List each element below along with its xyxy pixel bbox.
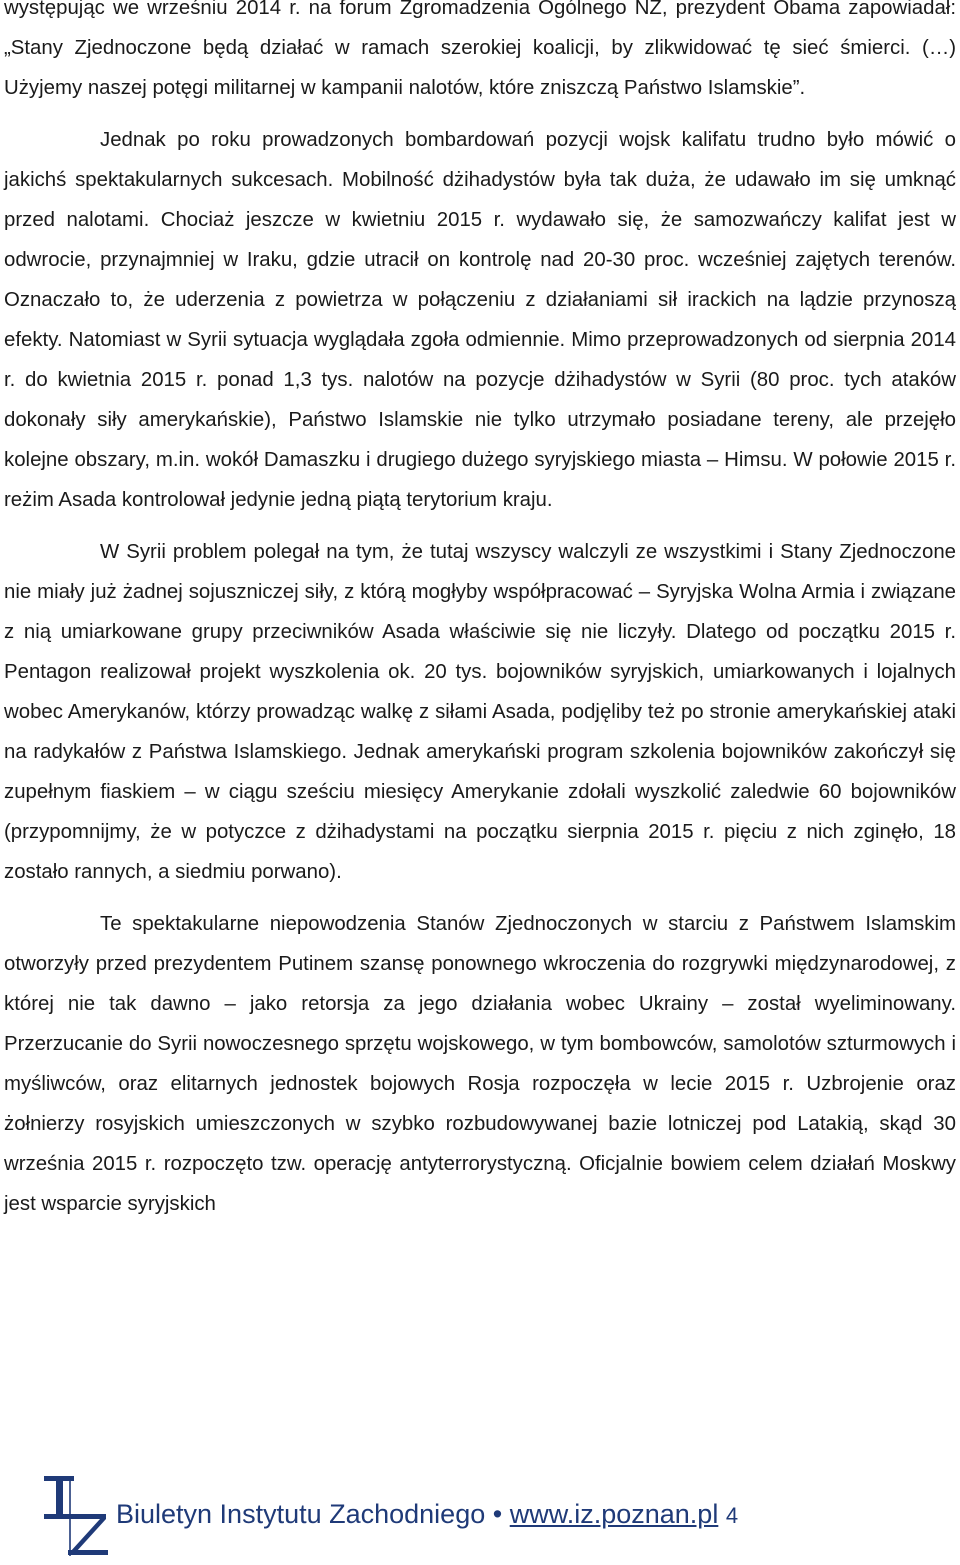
paragraph-4: Te spektakularne niepowodzenia Stanów Zjednoczonych w starciu z Państwem Islamskim otworzyły przed prezydentem Putinem szansę ponownego wkroczenia do rozgrywki międzynarodowej, z której nie tak dawno – jako retorsja za jego działania wobec Ukrainy – został wyeliminowany. Przerzucanie do Syrii nowoczesnego sprzętu wojskowego, w tym bombowców, samolotów szturmowych i myśliwców, oraz elitarnych jednostek bojowych Rosja rozpoczęła w lecie 2015 r. Uzbrojenie oraz żołnierzy rosyjskich umieszczonych w szybko rozbudowywanej bazie lotniczej pod Latakią, skąd 30 września 2015 r. rozpoczęto tzw. operację antyterrorystyczną. Oficjalnie bowiem celem działań Moskwy jest wsparcie syryjskich xyxy=(4,913,956,1215)
footer-title: Biuletyn Instytutu Zachodniego xyxy=(116,1499,486,1529)
paragraph-3: W Syrii problem polegał na tym, że tutaj wszyscy walczyli ze wszystkimi i Stany Zjednoczone nie miały już żadnej sojuszniczej siły, z którą mogłyby współpracować – Syryjska Wolna Armia i związane z nią umiarkowane grupy przeciwników Asada właściwie się nie liczyły. Dlatego od początku 2015 r. Pentagon realizował projekt wyszkolenia ok. 20 tys. bojowników syryjskich, umiarkowanych i lojalnych wobec Amerykanów, którzy prowadząc walkę z siłami Asada, podjęliby też po stronie amerykańskiej ataki na radykałów z Państwa Islamskiego. Jednak amerykański program szkolenia bojowników zakończył się zupełnym fiaskiem – w ciągu sześciu miesięcy Amerykanie zdołali wyszkolić zaledwie 60 bojowników (przypomnijmy, że w potyczce z dżihadystami na początku sierpnia 2015 r. pięciu z nich zginęło, 18 zostało rannych, a siedmiu porwano). xyxy=(4,541,956,883)
footer-bullet: • xyxy=(492,1499,503,1529)
footer-url-link[interactable]: www.iz.poznan.pl xyxy=(509,1499,719,1529)
page-footer xyxy=(16,1466,946,1562)
footer-caption xyxy=(116,1496,738,1534)
instytut-zachodni-logo-icon xyxy=(40,1474,110,1558)
paragraph-1: występując we wrześniu 2014 r. na forum Zgromadzenia Ogólnego NZ, prezydent Obama zapowiadał: „Stany Zjednoczone będą działać w ramach szerokiej koalicji, by zlikwidować tę sieć śmierci. (…) Użyjemy naszej potęgi militarnej w kampanii nalotów, które zniszczą Państwo Islamskie”. xyxy=(4,0,956,99)
document-body xyxy=(4,0,956,1224)
paragraph-2: Jednak po roku prowadzonych bombardowań pozycji wojsk kalifatu trudno było mówić o jakichś spektakularnych sukcesach. Mobilność dżihadystów była tak duża, że udawało im się umknąć przed nalotami. Chociaż jeszcze w kwietniu 2015 r. wydawało się, że samozwańczy kalifat jest w odwrocie, przynajmniej w Iraku, gdzie utracił on kontrolę nad 20-30 proc. wcześniej zajętych terenów. Oznaczało to, że uderzenia z powietrza w połączeniu z działaniami sił irackich na lądzie przynoszą efekty. Natomiast w Syrii sytuacja wyglądała zgoła odmiennie. Mimo przeprowadzonych od sierpnia 2014 r. do kwietnia 2015 r. ponad 1,3 tys. nalotów na pozycje dżihadystów w Syrii (80 proc. tych ataków dokonały siły amerykańskie), Państwo Islamskie nie tylko utrzymało posiadane tereny, ale przejęło kolejne obszary, m.in. wokół Damaszku i drugiego dużego syryjskiego miasta – Himsu. W połowie 2015 r. reżim Asada kontrolował jedynie jedną piątą terytorium kraju. xyxy=(4,129,956,511)
page-number: 4 xyxy=(725,1503,739,1528)
